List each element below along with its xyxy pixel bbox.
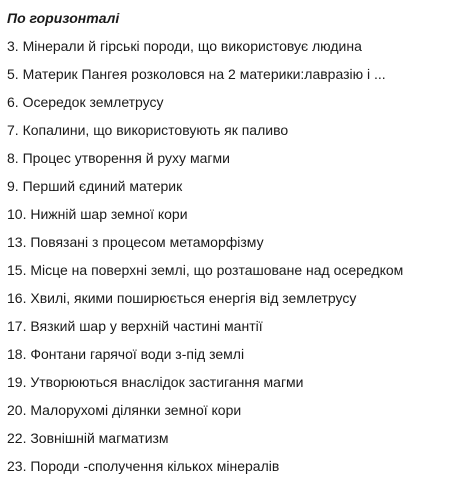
clue-item: 23. Породи -сполучення кількох мінералів — [7, 458, 280, 474]
clue-item: 6. Осередок землетрусу — [7, 94, 164, 110]
clue-item: 22. Зовнішній магматизм — [7, 430, 169, 446]
clue-item: 7. Копалини, що використовують як паливо — [7, 122, 289, 138]
clue-item: 8. Процес утворення й руху магми — [7, 150, 230, 166]
clue-item: 5. Материк Пангея розколовся на 2 материки:лавразію і ... — [7, 66, 386, 82]
clue-item: 3. Мінерали й гірські породи, що використовує людина — [7, 38, 362, 54]
section-heading: По горизонталі — [7, 10, 120, 26]
clue-item: 9. Перший єдиний материк — [7, 178, 183, 194]
clue-item: 18. Фонтани гарячої води з-під землі — [7, 346, 245, 362]
clue-item: 19. Утворюються внаслідок застигання магми — [7, 374, 304, 390]
clue-item: 15. Місце на поверхні землі, що розташоване над осередком — [7, 262, 404, 278]
clue-item: 10. Нижній шар земної кори — [7, 206, 188, 222]
clue-item: 16. Хвилі, якими поширюється енергія від землетрусу — [7, 290, 357, 306]
clue-item: 20. Малорухомі ділянки земної кори — [7, 402, 242, 418]
clue-item: 13. Повязані з процесом метаморфізму — [7, 234, 264, 250]
clue-list — [7, 37, 454, 476]
clue-item: 17. Вязкий шар у верхній частині мантії — [7, 318, 263, 334]
